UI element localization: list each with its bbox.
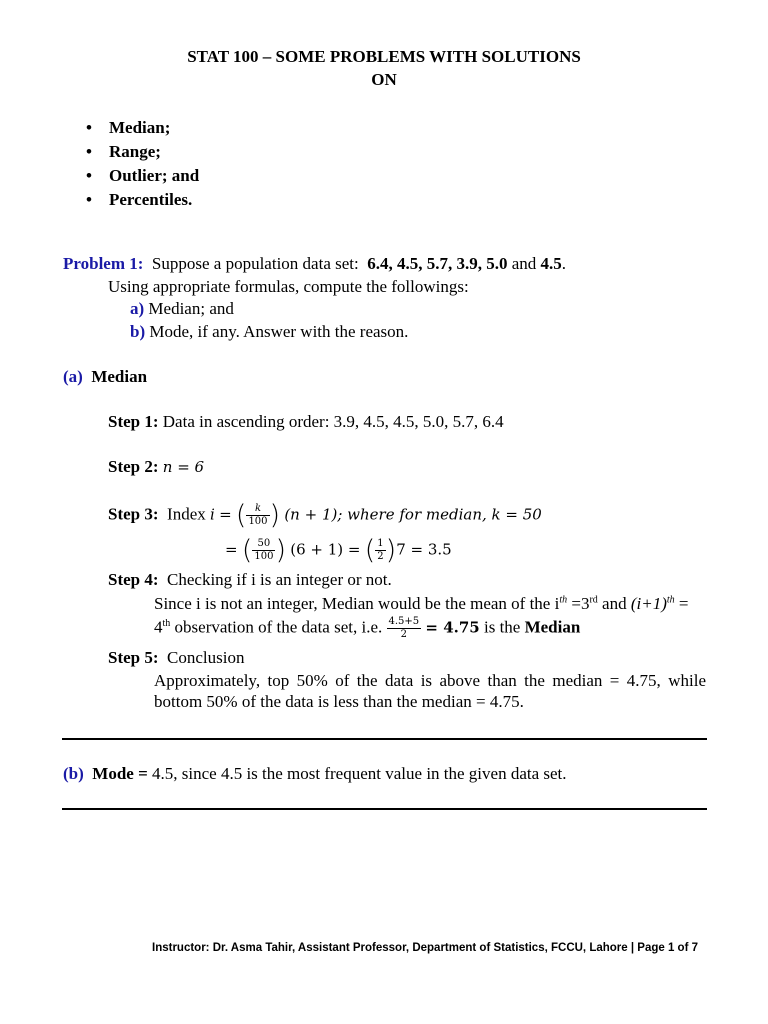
fraction-1-2: $\frac{1}{2}$ — [377, 538, 384, 562]
fraction-50-100: $\frac{50}{100}$ — [254, 538, 274, 562]
problem-data: 6.4, 4.5, 5.7, 3.9, 5.0 — [367, 254, 508, 273]
problem-instruction: Using appropriate formulas, compute the followings: — [108, 277, 469, 296]
mode-answer: (b) Mode = 4.5, since 4.5 is the most frequent value in the given data set. — [63, 764, 567, 783]
divider — [62, 808, 707, 810]
topic-item: • Median; — [86, 116, 199, 140]
step-4: Step 4: Checking if i is an integer or not. — [108, 570, 392, 589]
problem-part-a: a) Median; and — [130, 299, 234, 318]
bullet-icon: • — [86, 118, 92, 137]
problem-part-b: b) Mode, if any. Answer with the reason. — [130, 322, 409, 341]
step-5: Step 5: Conclusion — [108, 648, 245, 667]
conclusion-line1: Approximately, top 50% of the data is above than the median = 4.75, while — [154, 671, 706, 690]
divider — [62, 738, 707, 740]
conclusion-line2: bottom 50% of the data is less than the median = 4.75. — [154, 692, 524, 711]
median-heading: (a) Median — [63, 367, 148, 386]
fraction-mean: $\frac{4.5+5}{2}$ — [388, 616, 420, 640]
bullet-icon: • — [86, 166, 92, 185]
document-title: STAT 100 – SOME PROBLEMS WITH SOLUTIONS — [187, 47, 581, 66]
fraction-k-100: $\frac{k}{100}$ — [248, 503, 268, 527]
step-3: Step 3: Index i = ( $\frac{k}{100}$ ) (n + 1); where for median, k = 50 — [108, 500, 542, 531]
step-4-line1: Since i is not an integer, Median would be the mean of the $i^{th} =3rd$ and $(i+1)^{th}$ = — [154, 594, 689, 613]
topic-item: • Outlier; and — [86, 164, 199, 188]
bullet-icon: • — [86, 142, 92, 161]
step-3-calc: = ( $\frac{50}{100}$ ) (6 + 1) = ( $\frac{1}{2}$ )7 = 3.5 — [225, 535, 452, 566]
problem-label: Problem 1: — [63, 254, 144, 273]
page-number: Page 1 of 7 — [637, 942, 698, 954]
problem-intro: Suppose a population data set: — [151, 254, 359, 273]
topic-item: • Percentiles. — [86, 188, 199, 212]
topic-list — [86, 116, 199, 212]
topic-item: • Range; — [86, 140, 199, 164]
document-title-line2: ON — [371, 70, 397, 89]
page-footer: Instructor: Dr. Asma Tahir, Assistant Professor, Department of Statistics, FCCU, Lahore | Page 1 of 7 — [152, 942, 698, 954]
step-1: Step 1: Data in ascending order: 3.9, 4.5, 4.5, 5.0, 5.7, 6.4 — [108, 412, 504, 431]
problem-statement: Problem 1: Suppose a population data set: 6.4, 4.5, 5.7, 3.9, 5.0 and 4.5. — [63, 254, 567, 273]
bullet-icon: • — [86, 190, 92, 209]
step-4-line2: 4th observation of the data set, i.e. $\frac{4.5+5}{2}$ = 4.75 is the Median — [154, 616, 581, 640]
step-2: Step 2: n = 6 — [108, 457, 205, 476]
